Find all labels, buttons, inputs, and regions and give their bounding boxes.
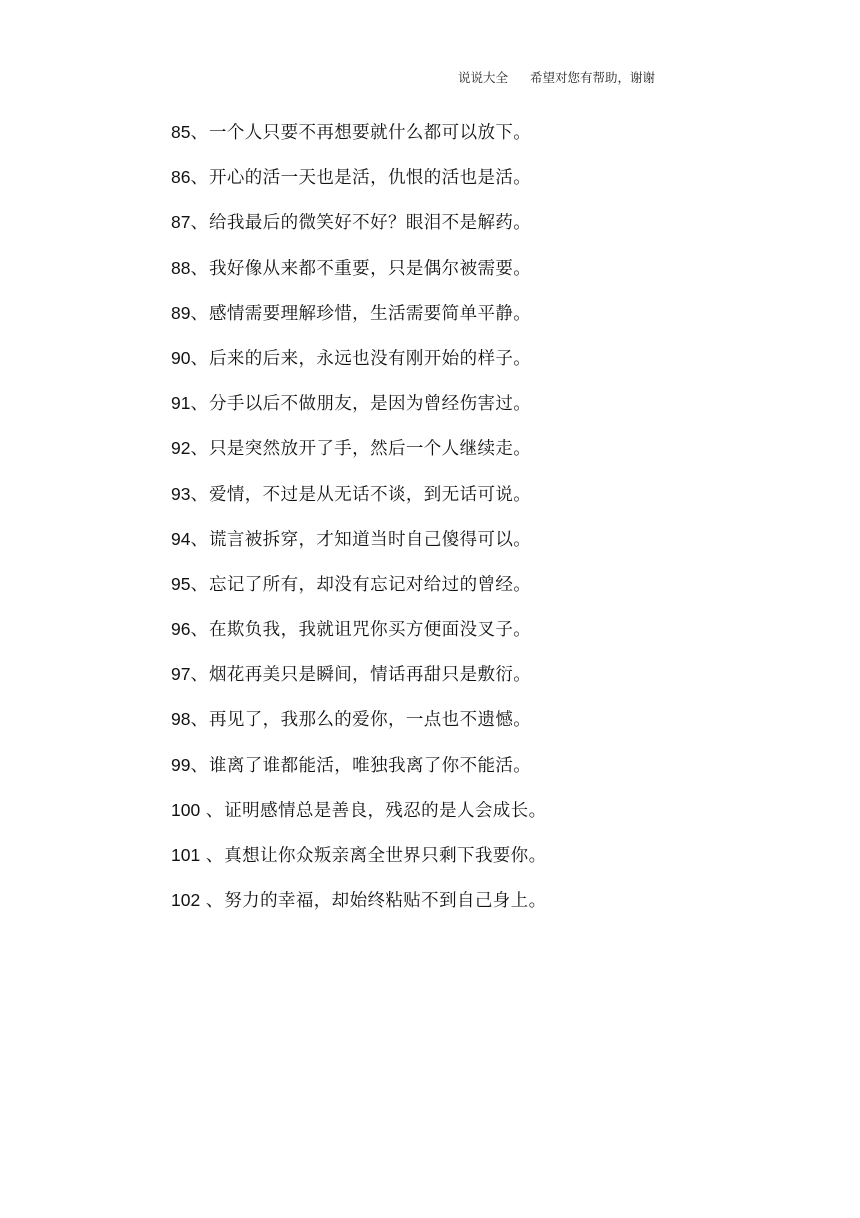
list-item — [171, 617, 811, 662]
item-number: 102 — [171, 890, 201, 911]
item-separator: 、 — [190, 710, 208, 731]
list-item — [171, 888, 811, 933]
item-separator: 、 — [190, 394, 208, 415]
item-text: 忘记了所有，却没有忘记对给过的曾经。 — [208, 574, 532, 595]
item-text: 谁离了谁都能活，唯独我离了你不能活。 — [208, 755, 532, 776]
list-item — [171, 120, 811, 165]
item-separator: 、 — [190, 484, 208, 505]
item-number: 100 — [171, 799, 201, 820]
item-text: 再见了，我那么的爱你，一点也不遗憾。 — [208, 710, 532, 731]
item-text: 努力的幸福，却始终粘贴不到自己身上。 — [224, 891, 547, 912]
item-text: 证明感情总是善良，残忍的是人会成长。 — [224, 800, 547, 821]
page-header — [458, 68, 655, 86]
item-number: 89 — [171, 302, 191, 323]
item-text: 分手以后不做朋友，是因为曾经伤害过。 — [208, 394, 532, 415]
list-item — [171, 662, 811, 707]
item-text: 感情需要理解珍惜，生活需要简单平静。 — [208, 303, 532, 324]
item-separator: 、 — [190, 620, 208, 641]
item-number: 93 — [171, 483, 191, 504]
item-separator: 、 — [200, 800, 224, 821]
list-item — [171, 391, 811, 436]
item-separator: 、 — [190, 574, 208, 595]
list-item — [171, 436, 811, 481]
item-number: 96 — [171, 619, 191, 640]
item-text: 给我最后的微笑好不好？眼泪不是解药。 — [208, 213, 532, 234]
list-item — [171, 527, 811, 572]
item-number: 98 — [171, 709, 191, 730]
list-item — [171, 165, 811, 210]
item-text: 一个人只要不再想要就什么都可以放下。 — [208, 123, 532, 143]
list-item — [171, 256, 811, 301]
item-number: 92 — [171, 438, 191, 459]
list-item — [171, 798, 811, 843]
list-item — [171, 482, 811, 527]
item-text: 在欺负我，我就诅咒你买方便面没叉子。 — [208, 620, 532, 641]
item-separator: 、 — [190, 348, 208, 369]
list-item — [171, 843, 811, 888]
item-number: 99 — [171, 754, 191, 775]
item-separator: 、 — [200, 891, 224, 912]
item-separator: 、 — [190, 168, 208, 189]
item-separator: 、 — [190, 665, 208, 686]
item-text: 后来的后来，永远也没有刚开始的样子。 — [208, 348, 532, 369]
list-item — [171, 707, 811, 752]
item-text: 真想让你众叛亲离全世界只剩下我要你。 — [224, 846, 547, 866]
item-separator: 、 — [190, 258, 208, 279]
item-separator: 、 — [190, 439, 208, 460]
item-number: 91 — [171, 393, 191, 414]
item-text: 爱情，不过是从无话不谈，到无话可说。 — [208, 484, 532, 505]
item-text: 只是突然放开了手，然后一个人继续走。 — [208, 439, 532, 460]
item-separator: 、 — [190, 213, 208, 234]
item-separator: 、 — [190, 123, 208, 143]
item-separator: 、 — [190, 755, 208, 776]
header-note: 希望对您有帮助，谢谢 — [530, 70, 656, 85]
item-text: 我好像从来都不重要，只是偶尔被需要。 — [208, 258, 532, 279]
item-number: 94 — [171, 528, 191, 549]
item-number: 97 — [171, 664, 191, 685]
item-number: 87 — [171, 212, 191, 233]
item-separator: 、 — [190, 303, 208, 324]
item-number: 86 — [171, 167, 191, 188]
item-number: 90 — [171, 347, 191, 368]
list-item — [171, 753, 811, 798]
list-item — [171, 301, 811, 346]
item-text: 谎言被拆穿，才知道当时自己傻得可以。 — [208, 529, 532, 550]
list-item — [171, 572, 811, 617]
item-number: 88 — [171, 257, 191, 278]
item-number: 101 — [171, 845, 201, 865]
item-separator: 、 — [200, 846, 224, 866]
item-number: 85 — [171, 122, 191, 142]
header-site-name: 说说大全 — [458, 70, 509, 85]
list-item — [171, 210, 811, 255]
item-number: 95 — [171, 573, 191, 594]
quote-list — [171, 120, 811, 933]
item-separator: 、 — [190, 529, 208, 550]
list-item — [171, 346, 811, 391]
item-text: 烟花再美只是瞬间，情话再甜只是敷衍。 — [208, 665, 532, 686]
item-text: 开心的活一天也是活，仇恨的活也是活。 — [208, 168, 532, 189]
